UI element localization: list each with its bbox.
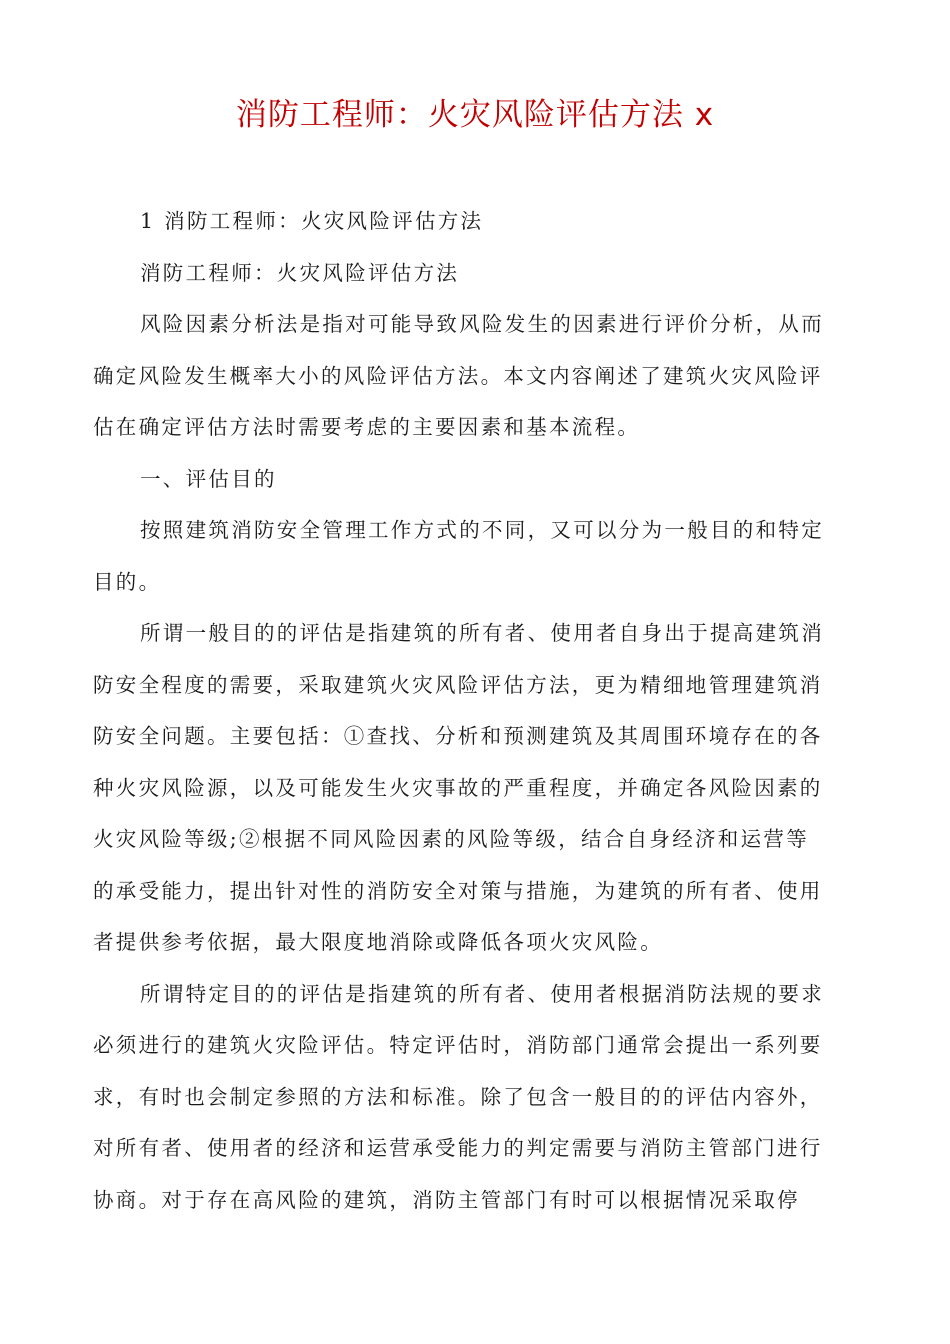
- text-line: 防安全问题。主要包括：①查找、分析和预测建筑及其周围环境存在的各: [93, 724, 823, 748]
- text-line: 一、评估目的: [140, 466, 277, 491]
- text-line: 消防工程师：火灾风险评估方法: [140, 260, 460, 285]
- text-line: 风险因素分析法是指对可能导致风险发生的因素进行评价分析，从而: [140, 312, 824, 336]
- text-line: 按照建筑消防安全管理工作方式的不同，又可以分为一般目的和特定: [140, 518, 824, 542]
- text-line: 防安全程度的需要，采取建筑火灾风险评估方法，更为精细地管理建筑消: [93, 672, 823, 697]
- text-line: 所谓一般目的的评估是指建筑的所有者、使用者自身出于提高建筑消: [140, 621, 824, 645]
- text-line: 所谓特定目的的评估是指建筑的所有者、使用者根据消防法规的要求: [140, 981, 824, 1006]
- text-line: 者提供参考依据，最大限度地消除或降低各项火灾风险。: [93, 930, 663, 954]
- text-line: 种火灾风险源，以及可能发生火灾事故的严重程度，并确定各风险因素的: [93, 775, 823, 800]
- text-line: 协商。对于存在高风险的建筑，消防主管部门有时可以根据情况采取停: [93, 1187, 800, 1212]
- document-body: [93, 196, 857, 1226]
- text-line: 确定风险发生概率大小的风险评估方法。本文内容阐述了建筑火灾风险评: [93, 363, 823, 388]
- text-line: 1 消防工程师：火灾风险评估方法: [140, 209, 484, 233]
- text-line: 估在确定评估方法时需要考虑的主要因素和基本流程。: [93, 415, 641, 439]
- document-title: 消防工程师：火灾风险评估方法 x: [235, 97, 715, 133]
- text-line: 对所有者、使用者的经济和运营承受能力的判定需要与消防主管部门进行: [93, 1136, 823, 1160]
- text-line: 火灾风险等级;②根据不同风险因素的风险等级，结合自身经济和运营等: [93, 827, 810, 851]
- text-line: 目的。: [93, 569, 162, 594]
- text-line: 必须进行的建筑火灾险评估。特定评估时，消防部门通常会提出一系列要: [93, 1033, 823, 1057]
- text-line: 的承受能力，提出针对性的消防安全对策与措施，为建筑的所有者、使用: [93, 878, 823, 903]
- text-line: 求，有时也会制定参照的方法和标准。除了包含一般目的的评估内容外，: [93, 1084, 823, 1109]
